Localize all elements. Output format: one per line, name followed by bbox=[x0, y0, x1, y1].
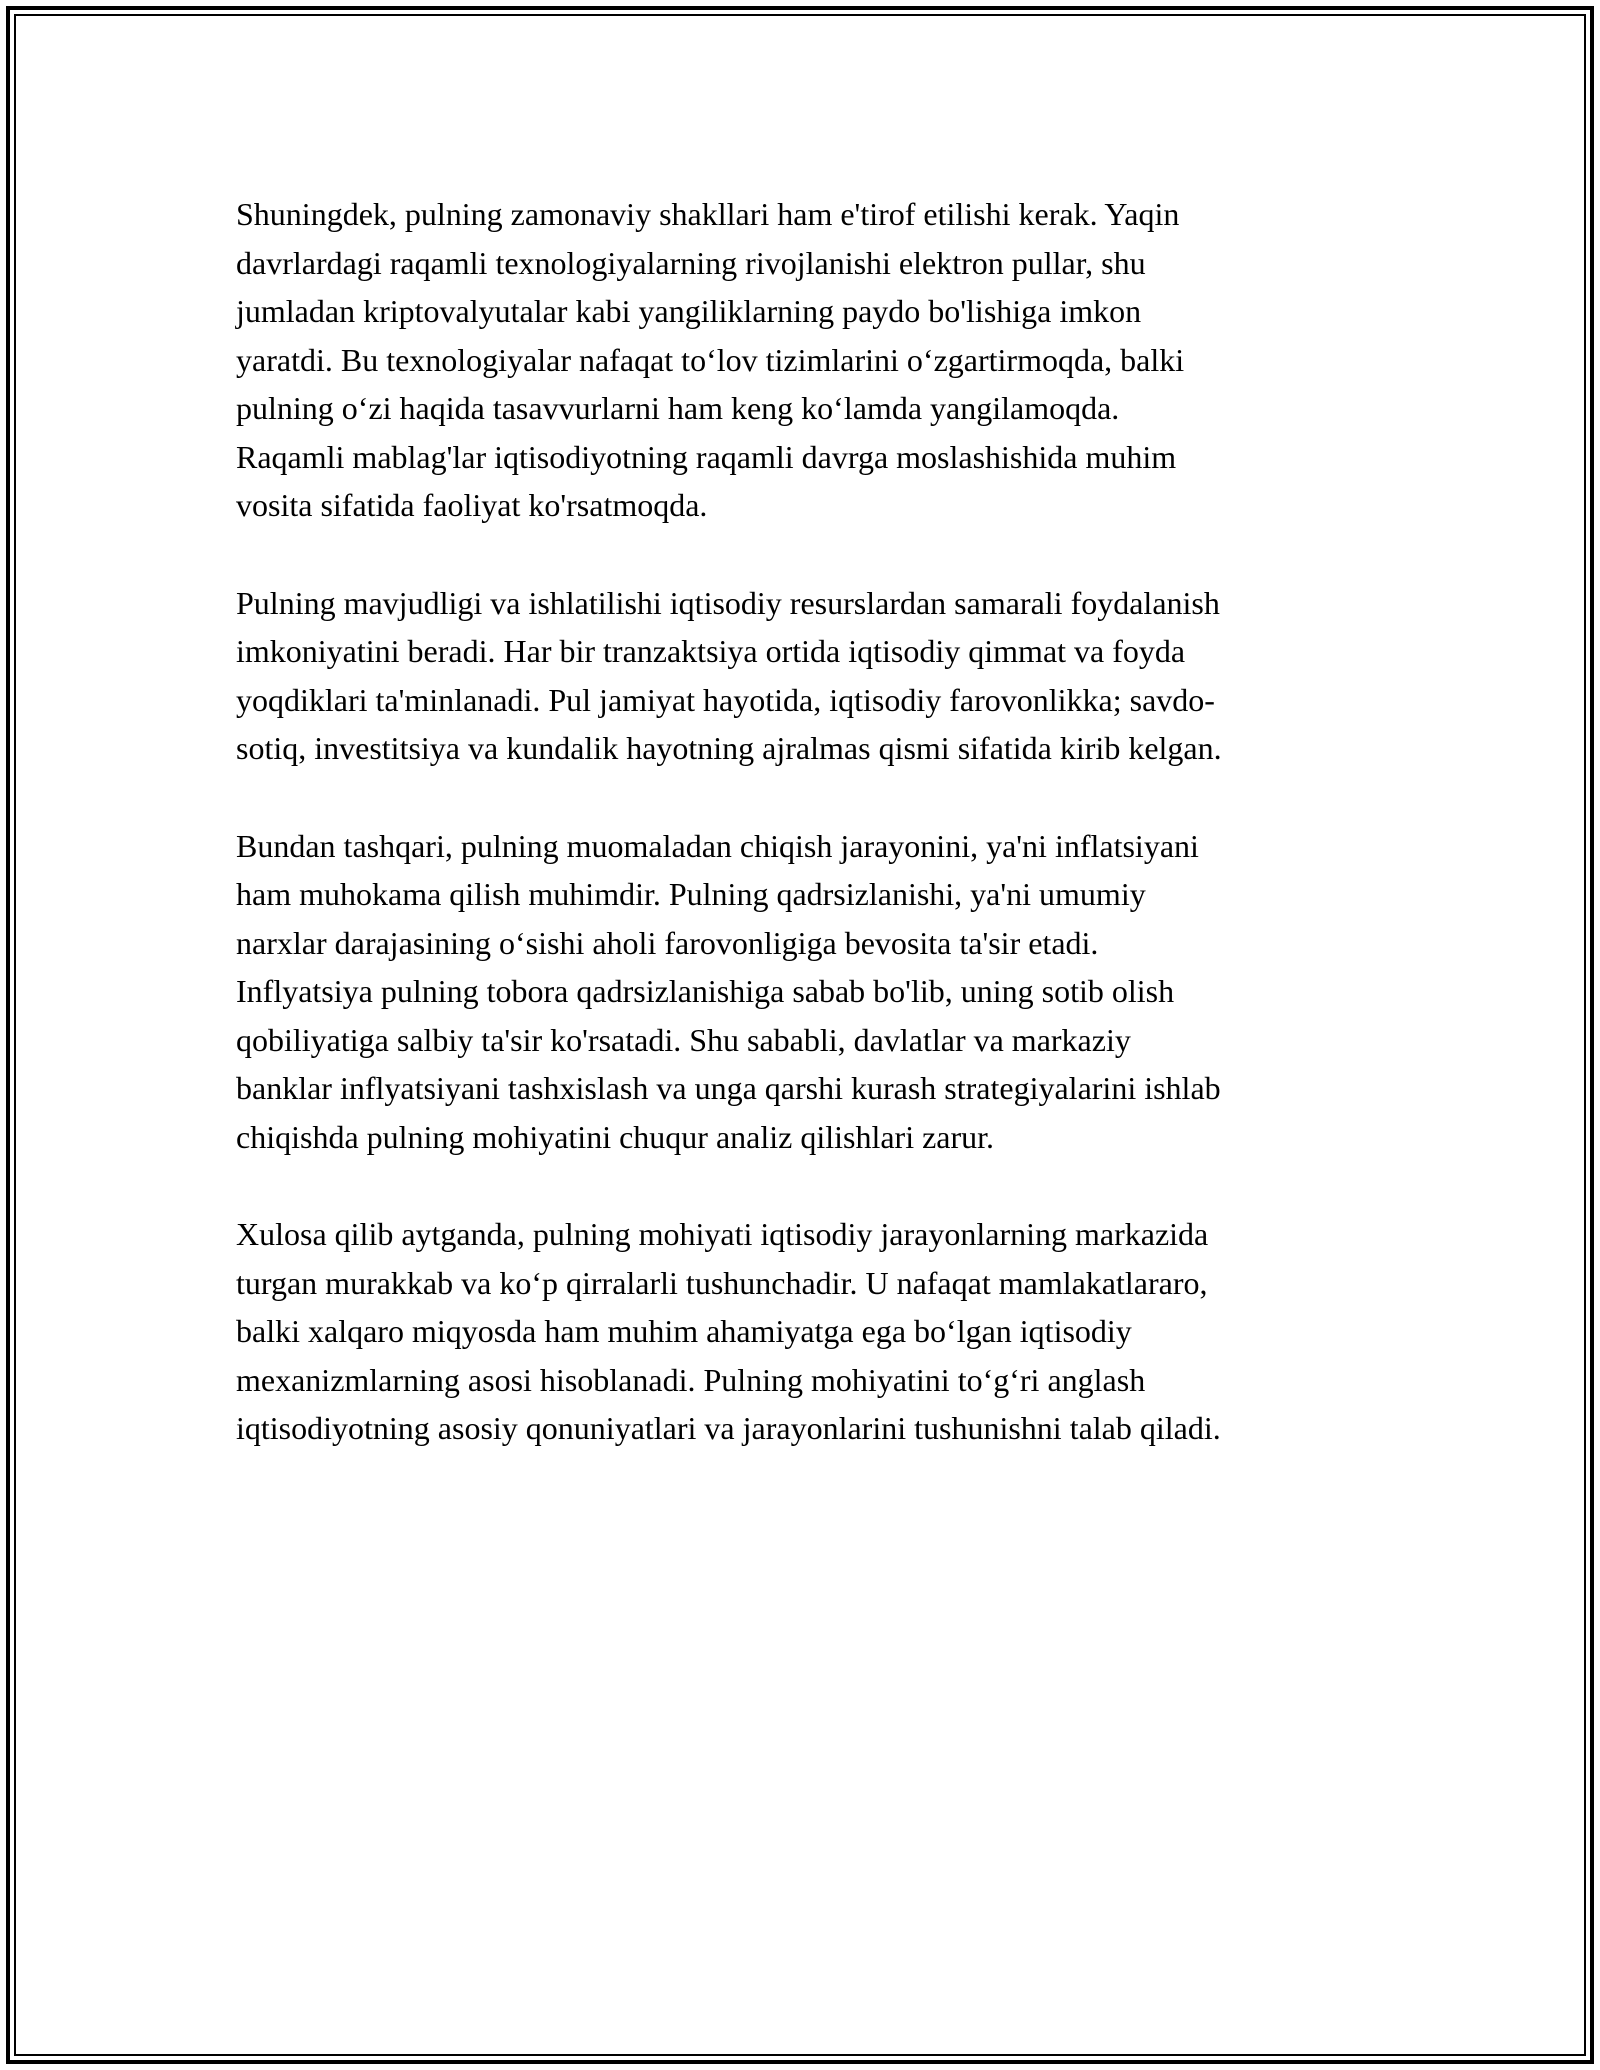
text-line: yaratdi. Bu texnologiyalar nafaqat to‘lov tizimlarini o‘zgartirmoqda, balki bbox=[236, 341, 1185, 378]
text-line: banklar inflyatsiyani tashxislash va unga qarshi kurash strategiyalarini ishlab bbox=[236, 1070, 1221, 1106]
text-line: yoqdiklari ta'minlanadi. Pul jamiyat hayotida, iqtisodiy farovonlikka; savdo- bbox=[236, 681, 1215, 718]
text-line: iqtisodiyotning asosiy qonuniyatlari va jarayonlarini tushunishni talab qiladi. bbox=[236, 1410, 1221, 1446]
text-line: Xulosa qilib aytganda, pulning mohiyati iqtisodiy jarayonlarning markazida bbox=[236, 1216, 1209, 1252]
text-line: qobiliyatiga salbiy ta'sir ko'rsatadi. Shu sababli, davlatlar va markaziy bbox=[236, 1021, 1131, 1058]
text-line: Raqamli mablag'lar iqtisodiyotning raqamli davrga moslashishida muhim bbox=[236, 438, 1177, 475]
paragraph-2 bbox=[236, 579, 1376, 773]
text-line: ham muhokama qilish muhimdir. Pulning qadrsizlanishi, ya'ni umumiy bbox=[236, 876, 1146, 912]
text-line: Bundan tashqari, pulning muomaladan chiqish jarayonini, ya'ni inflatsiyani bbox=[236, 827, 1199, 864]
text-line: balki xalqaro miqyosda ham muhim ahamiyatga ega bo‘lgan iqtisodiy bbox=[236, 1313, 1132, 1349]
text-line: pulning o‘zi haqida tasavvurlarni ham keng ko‘lamda yangilamoqda. bbox=[236, 390, 1120, 426]
text-line: chiqishda pulning mohiyatini chuqur analiz qilishlari zarur. bbox=[236, 1118, 995, 1155]
text-line: mexanizmlarning asosi hisoblanadi. Pulning mohiyatini to‘g‘ri anglash bbox=[236, 1361, 1146, 1398]
paragraph-4 bbox=[236, 1210, 1376, 1453]
text-line: sotiq, investitsiya va kundalik hayotning ajralmas qismi sifatida kirib kelgan. bbox=[236, 730, 1222, 766]
paragraph-1 bbox=[236, 190, 1376, 530]
document-body bbox=[236, 190, 1376, 1502]
text-line: turgan murakkab va ko‘p qirralarli tushunchadir. U nafaqat mamlakatlararo, bbox=[236, 1264, 1208, 1301]
text-line: Shuningdek, pulning zamonaviy shakllari ham e'tirof etilishi kerak. Yaqin bbox=[236, 196, 1180, 232]
text-line: Pulning mavjudligi va ishlatilishi iqtisodiy resurslardan samarali foydalanish bbox=[236, 584, 1220, 621]
text-line: Inflyatsiya pulning tobora qadrsizlanishiga sabab bo'lib, uning sotib olish bbox=[236, 973, 1175, 1009]
text-line: imkoniyatini beradi. Har bir tranzaktsiya ortida iqtisodiy qimmat va foyda bbox=[236, 633, 1186, 669]
text-line: narxlar darajasining o‘sishi aholi farovonligiga bevosita ta'sir etadi. bbox=[236, 924, 1099, 961]
text-line: davrlardagi raqamli texnologiyalarning rivojlanishi elektron pullar, shu bbox=[236, 244, 1146, 281]
paragraph-3 bbox=[236, 822, 1376, 1162]
text-line: jumladan kriptovalyutalar kabi yangiliklarning paydo bo'lishiga imkon bbox=[236, 293, 1142, 329]
text-line: vosita sifatida faoliyat ko'rsatmoqda. bbox=[236, 487, 708, 523]
